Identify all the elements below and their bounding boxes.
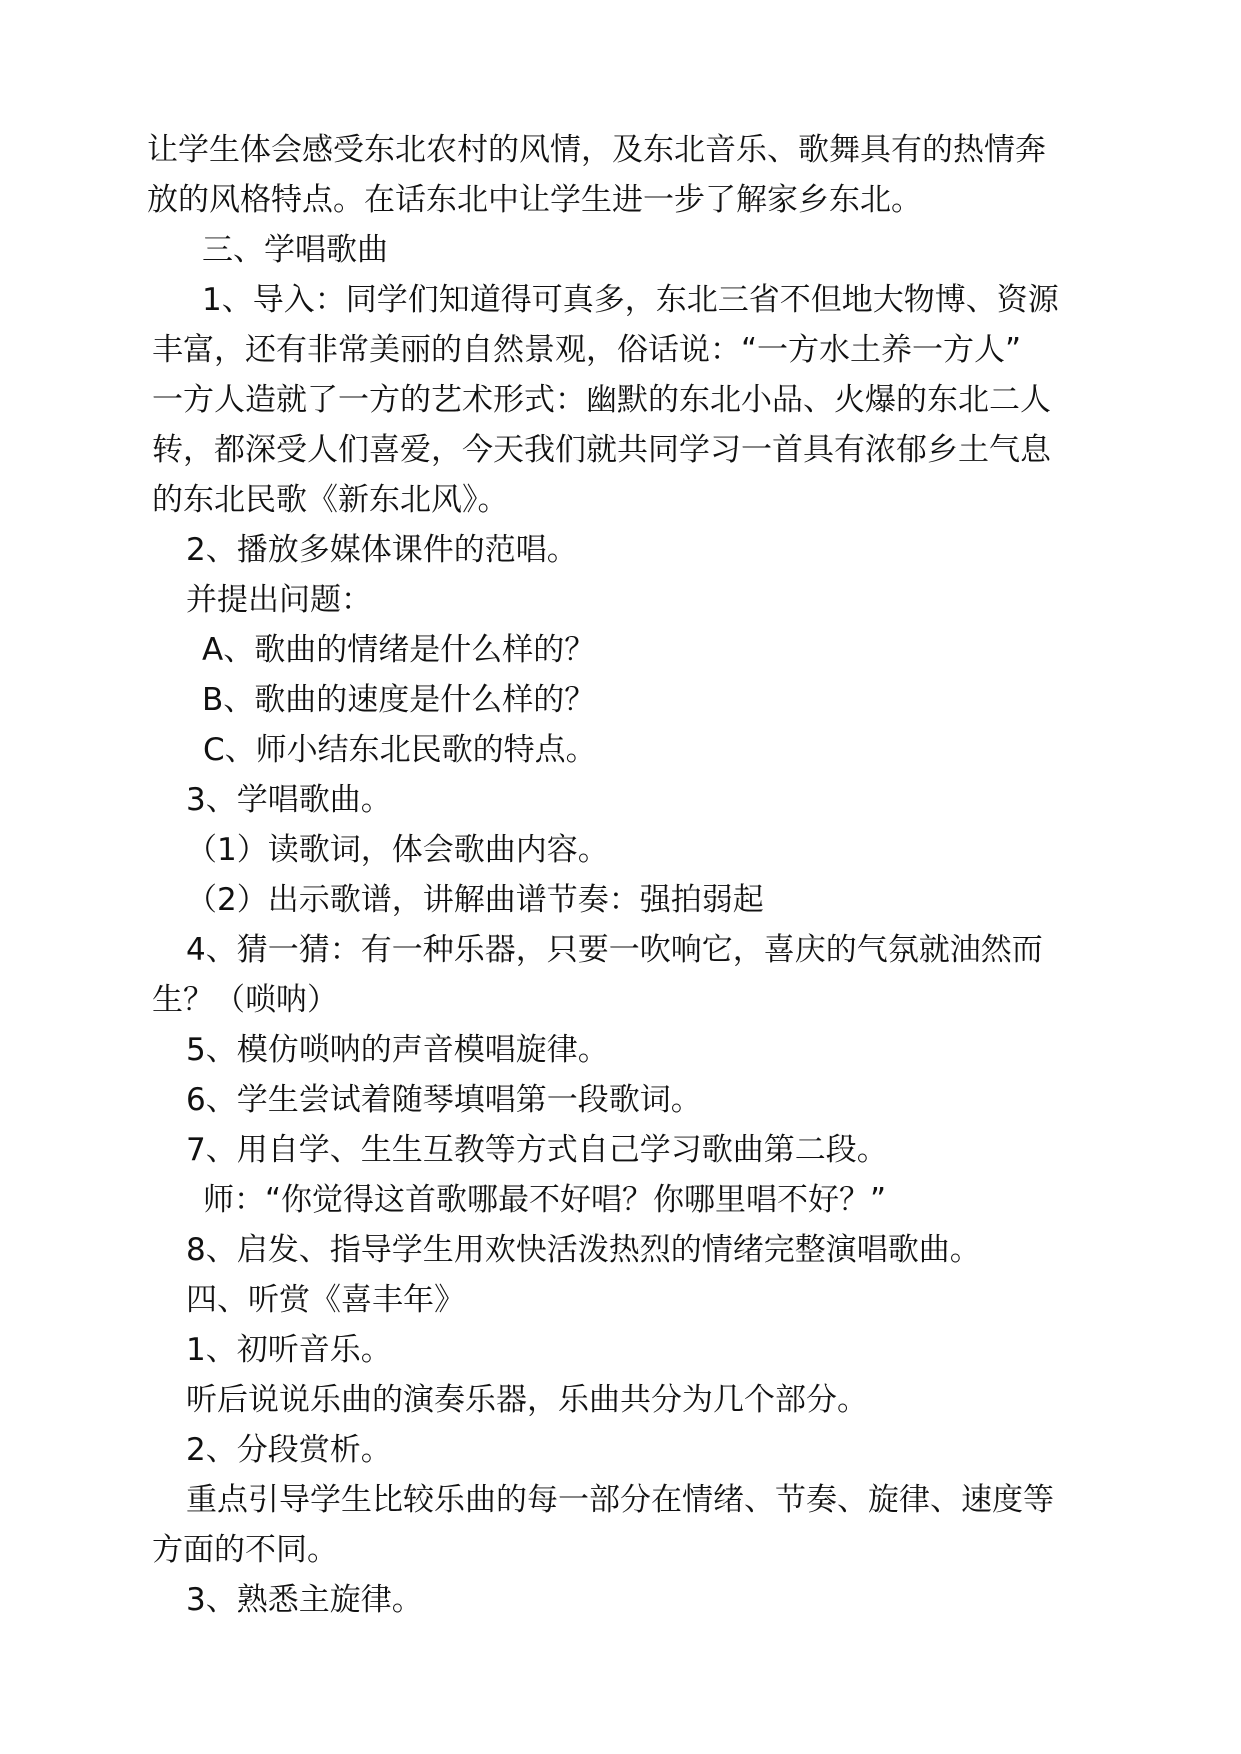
list-item: （1）读歌词，体会歌曲内容。 (186, 832, 609, 868)
paragraph-line: 放的风格特点。在话东北中让学生进一步了解家乡东北。 (147, 182, 922, 218)
section-heading: 三、学唱歌曲 (202, 232, 388, 268)
paragraph-line: 6、学生尝试着随琴填唱第一段歌词。 (186, 1082, 702, 1118)
paragraph-line: 3、学唱歌曲。 (186, 782, 392, 818)
list-item: A、歌曲的情绪是什么样的？ (202, 632, 596, 668)
list-item: B、歌曲的速度是什么样的？ (202, 682, 596, 718)
list-item: （2）出示歌谱，讲解曲谱节奏：强拍弱起 (186, 882, 764, 918)
paragraph-line: 2、分段赏析。 (186, 1432, 392, 1468)
paragraph-line: 7、用自学、生生互教等方式自己学习歌曲第二段。 (186, 1132, 888, 1168)
paragraph-line: 5、模仿唢呐的声音模唱旋律。 (186, 1032, 609, 1068)
paragraph-line: 让学生体会感受东北农村的风情，及东北音乐、歌舞具有的热情奔 (147, 132, 1046, 168)
paragraph-line: 8、启发、指导学生用欢快活泼热烈的情绪完整演唱歌曲。 (186, 1232, 981, 1268)
list-item: C、师小结东北民歌的特点。 (203, 732, 597, 768)
paragraph-line: 2、播放多媒体课件的范唱。 (186, 532, 578, 568)
paragraph-line: 1、初听音乐。 (186, 1332, 392, 1368)
paragraph-line: 3、熟悉主旋律。 (186, 1582, 423, 1618)
paragraph-line: 的东北民歌《新东北风》。 (152, 482, 509, 518)
paragraph-line: 重点引导学生比较乐曲的每一部分在情绪、节奏、旋律、速度等 (186, 1482, 1054, 1518)
section-heading: 四、听赏《喜丰年》 (186, 1282, 465, 1318)
paragraph-line: 丰富，还有非常美丽的自然景观，俗话说：“一方水土养一方人” (152, 332, 1022, 368)
paragraph-line: 方面的不同。 (152, 1532, 338, 1568)
paragraph-line: 4、猜一猜：有一种乐器，只要一吹响它，喜庆的气氛就油然而 (186, 932, 1043, 968)
paragraph-line: 师：“你觉得这首歌哪最不好唱？你哪里唱不好？” (203, 1182, 887, 1218)
paragraph-line: 转，都深受人们喜爱，今天我们就共同学习一首具有浓郁乡土气息 (152, 432, 1051, 468)
paragraph-line: 一方人造就了一方的艺术形式：幽默的东北小品、火爆的东北二人 (152, 382, 1051, 418)
paragraph-line: 生？（唢呐） (152, 982, 338, 1018)
paragraph-line: 1、导入：同学们知道得可真多，东北三省不但地大物博、资源 (202, 282, 1059, 318)
paragraph-line: 听后说说乐曲的演奏乐器，乐曲共分为几个部分。 (186, 1382, 868, 1418)
paragraph-line: 并提出问题： (186, 582, 372, 618)
